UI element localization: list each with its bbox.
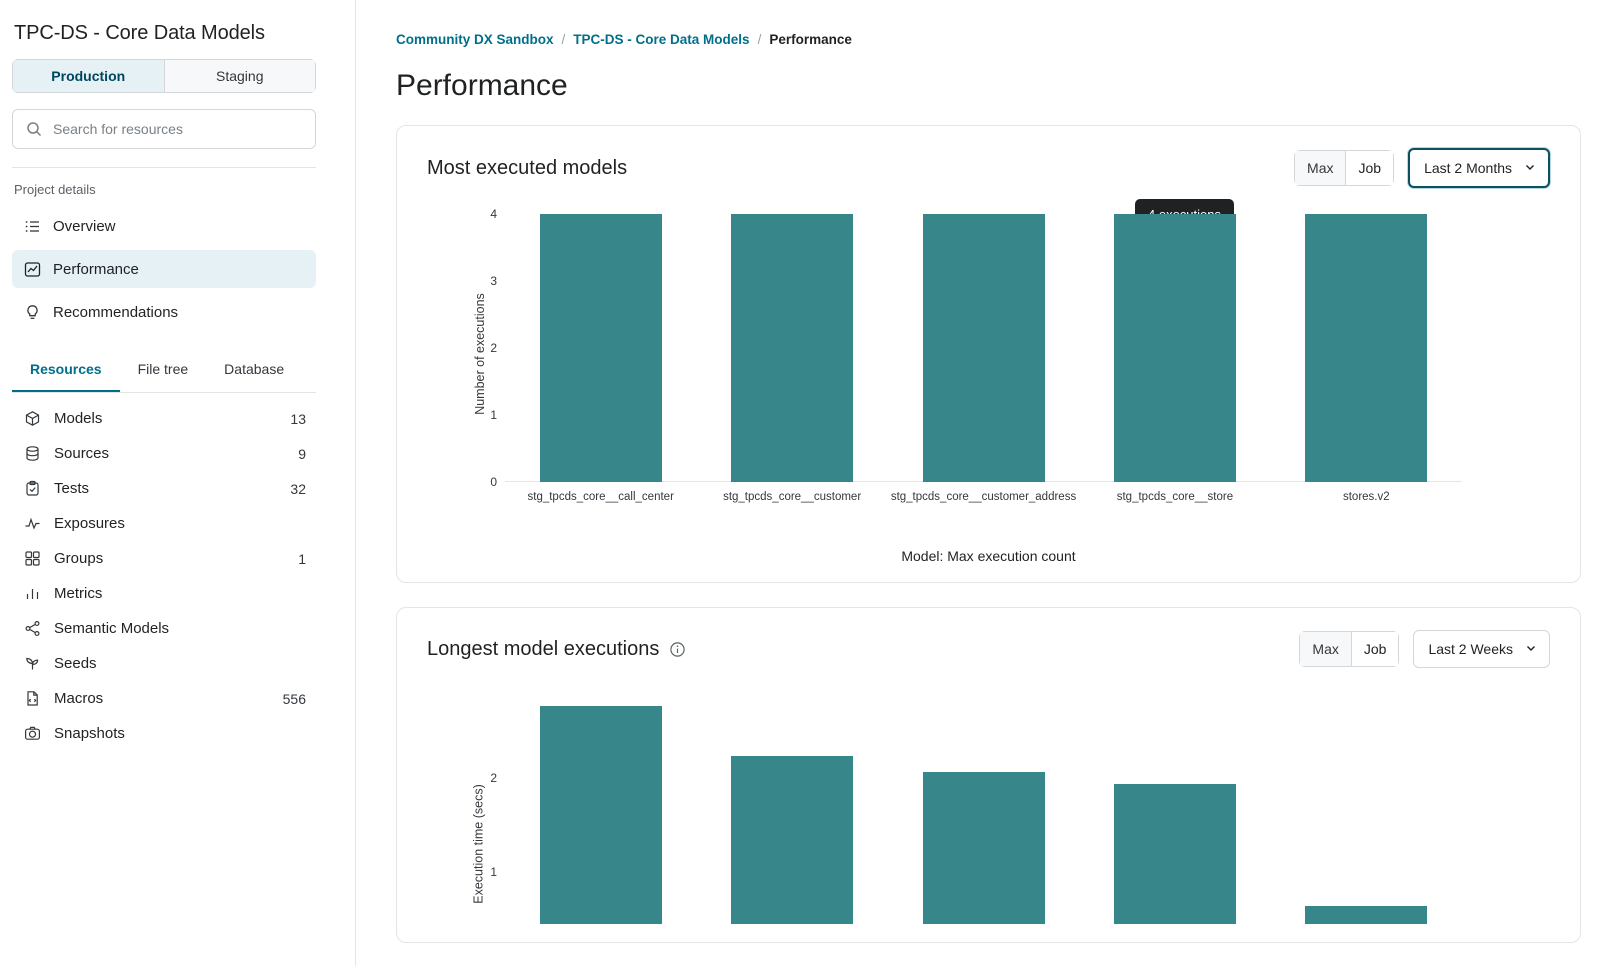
- resource-item-metrics-label: Metrics: [54, 585, 103, 602]
- x-tick-2: stg_tpcds_core__customer_address: [890, 491, 1077, 503]
- bar-1[interactable]: [731, 214, 853, 482]
- resource-item-groups-count: 1: [298, 550, 306, 567]
- bar-4[interactable]: [1305, 906, 1427, 924]
- card-title: [427, 157, 627, 180]
- main-content: [356, 0, 1621, 966]
- sidebar-item-overview-label: Overview: [53, 217, 116, 235]
- x-tick-4: stores.v2: [1342, 491, 1390, 503]
- y-tick-3: 3: [490, 274, 497, 288]
- resource-item-models-label: Models: [54, 410, 103, 427]
- resource-item-macros-count: 556: [282, 690, 306, 707]
- aggregation-toggle[interactable]: [1299, 631, 1399, 667]
- card-header: [427, 630, 1550, 668]
- file-code-icon: [24, 690, 41, 707]
- breadcrumb-separator-2: /: [757, 32, 762, 47]
- plot-area: [490, 207, 1462, 503]
- list-icon: [24, 218, 41, 235]
- sidebar-divider: [12, 167, 316, 168]
- camera-icon: [24, 725, 41, 742]
- env-toggle-staging[interactable]: Staging: [165, 60, 316, 92]
- y-tick-2: 2: [490, 771, 497, 785]
- resource-item-tests-count: 32: [290, 480, 306, 497]
- search-icon: [26, 121, 42, 137]
- resource-item-seeds-label: Seeds: [54, 655, 97, 672]
- clipboard-check-icon: [24, 480, 41, 497]
- resource-item-tests-label: Tests: [54, 480, 90, 497]
- time-range-dropdown[interactable]: [1413, 630, 1550, 668]
- x-tick-3: stg_tpcds_core__store: [1116, 491, 1234, 503]
- chart-caption: Model: Max execution count: [901, 548, 1076, 564]
- resource-item-macros[interactable]: [12, 681, 316, 716]
- bar-chart-icon: [24, 585, 41, 602]
- tab-file-tree[interactable]: File tree: [137, 361, 189, 377]
- bar-column[interactable]: [888, 214, 1079, 503]
- activity-icon: [24, 515, 41, 532]
- chart-line-icon: [24, 261, 41, 278]
- info-icon[interactable]: [669, 641, 686, 658]
- y-tick-1: 1: [490, 408, 497, 422]
- resource-item-groups-label: Groups: [54, 550, 104, 567]
- sidebar-item-recommendations[interactable]: [12, 293, 316, 331]
- breadcrumb-separator-1: /: [561, 32, 566, 47]
- bar-column[interactable]: [696, 694, 887, 924]
- resource-item-sources-label: Sources: [54, 445, 110, 462]
- resource-item-seeds[interactable]: [12, 646, 316, 681]
- env-toggle-production[interactable]: Production: [13, 60, 165, 92]
- bar-1[interactable]: [731, 756, 853, 924]
- bar-4[interactable]: [1305, 214, 1427, 482]
- environment-toggle[interactable]: [12, 59, 316, 93]
- tab-database[interactable]: Database: [224, 361, 285, 377]
- project-title: TPC-DS - Core Data Models: [14, 22, 265, 44]
- y-tick-0: 0: [490, 475, 497, 489]
- resource-item-sources-count: 9: [298, 445, 306, 462]
- card-title-text: Most executed models: [427, 156, 628, 179]
- resource-item-snapshots[interactable]: [12, 716, 316, 751]
- grid-icon: [24, 550, 41, 567]
- y-tick-4: 4: [490, 207, 497, 221]
- share-nodes-icon: [24, 620, 41, 637]
- resource-item-tests[interactable]: [12, 471, 316, 506]
- time-range-dropdown[interactable]: [1408, 148, 1550, 188]
- bar-column[interactable]: [696, 214, 887, 503]
- bar-0[interactable]: [540, 214, 662, 482]
- sidebar-tabs: [12, 349, 316, 393]
- card-title: [427, 638, 686, 661]
- resource-item-models-count: 13: [290, 410, 306, 427]
- plot-area: [490, 694, 1462, 924]
- y-tick-1: 1: [490, 865, 497, 879]
- bar-3[interactable]: [1114, 784, 1236, 924]
- bar-2[interactable]: [923, 214, 1045, 482]
- x-tick-1: stg_tpcds_core__customer: [723, 491, 862, 503]
- breadcrumb-item-project[interactable]: TPC-DS - Core Data Models: [573, 32, 750, 47]
- resource-item-metrics[interactable]: [12, 576, 316, 611]
- resource-item-exposures[interactable]: [12, 506, 316, 541]
- search-box[interactable]: [12, 109, 316, 149]
- bar-0[interactable]: [540, 706, 662, 925]
- search-input[interactable]: [51, 120, 301, 138]
- card-header: [427, 148, 1550, 188]
- x-tick-0: stg_tpcds_core__call_center: [527, 491, 674, 503]
- chart-most-executed-models: [427, 207, 1550, 514]
- y-tick-2: 2: [490, 341, 497, 355]
- breadcrumb-item-current: Performance: [769, 32, 852, 47]
- card-controls: [1299, 630, 1550, 668]
- bar-series: [505, 694, 1462, 924]
- project-details-label: Project details: [14, 182, 96, 197]
- cube-icon: [24, 410, 41, 427]
- card-most-executed-models: [396, 125, 1581, 583]
- y-axis-label: Number of executions: [472, 293, 487, 415]
- tab-resources[interactable]: Resources: [12, 349, 120, 392]
- bar-3[interactable]: [1114, 214, 1236, 482]
- resource-item-snapshots-label: Snapshots: [54, 725, 125, 742]
- bar-column[interactable]: [1271, 214, 1462, 503]
- time-range-value: Last 2 Months: [1424, 160, 1512, 176]
- sidebar-item-overview[interactable]: [12, 207, 316, 245]
- bar-column[interactable]: [888, 694, 1079, 924]
- bar-column[interactable]: [1079, 694, 1270, 924]
- resource-item-semantic-models[interactable]: [12, 611, 316, 646]
- breadcrumb-item-sandbox[interactable]: Community DX Sandbox: [396, 32, 554, 47]
- aggregation-max-option[interactable]: Max: [1295, 151, 1346, 185]
- seedling-icon: [24, 655, 41, 672]
- resource-item-groups[interactable]: [12, 541, 316, 576]
- sidebar: [0, 0, 356, 966]
- bar-column[interactable]: [1271, 694, 1462, 924]
- bar-column[interactable]: [505, 214, 696, 503]
- y-axis-label: Execution time (secs): [471, 784, 486, 904]
- bar-series: [505, 214, 1462, 503]
- sidebar-item-recommendations-label: Recommendations: [53, 303, 179, 321]
- sidebar-item-performance-label: Performance: [53, 260, 139, 278]
- resource-item-sources[interactable]: [12, 436, 316, 471]
- resource-item-macros-label: Macros: [54, 690, 104, 707]
- aggregation-job-option[interactable]: Job: [1346, 151, 1393, 185]
- lightbulb-icon: [24, 304, 41, 321]
- sidebar-item-performance[interactable]: [12, 250, 316, 288]
- card-longest-model-executions: [396, 607, 1581, 943]
- bar-column[interactable]: [1079, 214, 1270, 503]
- breadcrumb: [396, 0, 1581, 47]
- resource-item-models[interactable]: [12, 401, 316, 436]
- bar-column[interactable]: [505, 694, 696, 924]
- resource-item-exposures-label: Exposures: [54, 515, 125, 532]
- chevron-down-icon: [1524, 160, 1536, 176]
- bar-2[interactable]: [923, 772, 1045, 924]
- resource-item-semantic-models-label: Semantic Models: [54, 620, 170, 637]
- aggregation-job-option[interactable]: Job: [1352, 632, 1399, 666]
- chevron-down-icon: [1525, 641, 1537, 657]
- time-range-value: Last 2 Weeks: [1428, 641, 1513, 657]
- database-icon: [24, 445, 41, 462]
- card-controls: [1294, 148, 1550, 188]
- aggregation-max-option[interactable]: Max: [1300, 632, 1351, 666]
- card-title-text: Longest model executions: [427, 637, 660, 660]
- chart-longest-model-executions: [427, 694, 1550, 924]
- page-title: Performance: [396, 69, 568, 102]
- aggregation-toggle[interactable]: [1294, 150, 1394, 186]
